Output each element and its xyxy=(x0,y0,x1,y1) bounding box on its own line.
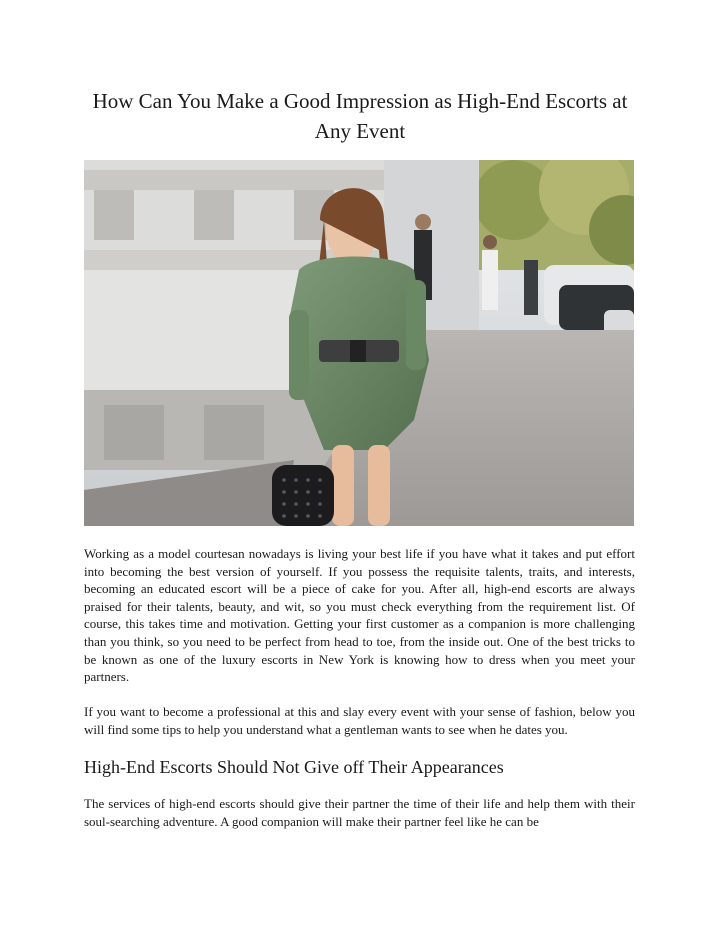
page-title: How Can You Make a Good Impression as High-End Escorts at Any Event xyxy=(92,89,628,143)
intro-paragraph: Working as a model courtesan nowadays is living your best life if you have what it takes and put effort into becoming the best version of yourself. If you possess the requisite talents, traits, and interests, becoming an educated escort will be a piece of cake for you. After all, high-end escorts are always praised for their talents, beauty, and wit, so you must check everything from the requirement list. Of course, this takes time and motivation. Getting your first customer as a companion is more challenging than you think, so you need to be perfect from head to toe, from the inside out. One of the best tricks to be known as one of the luxury escorts in New York is knowing how to dress when you meet your partners. xyxy=(84,546,635,685)
section-paragraph: The services of high-end escorts should give their partner the time of their life and help them with their soul-searching adventure. A good companion will make their partner feel like he can be xyxy=(84,796,635,829)
article-photo xyxy=(84,160,634,526)
section-heading: High-End Escorts Should Not Give off Their Appearances xyxy=(84,757,504,777)
tips-paragraph: If you want to become a professional at this and slay every event with your sense of fashion, below you will find some tips to help you understand what a gentleman wants to see when he dates you. xyxy=(84,704,635,737)
